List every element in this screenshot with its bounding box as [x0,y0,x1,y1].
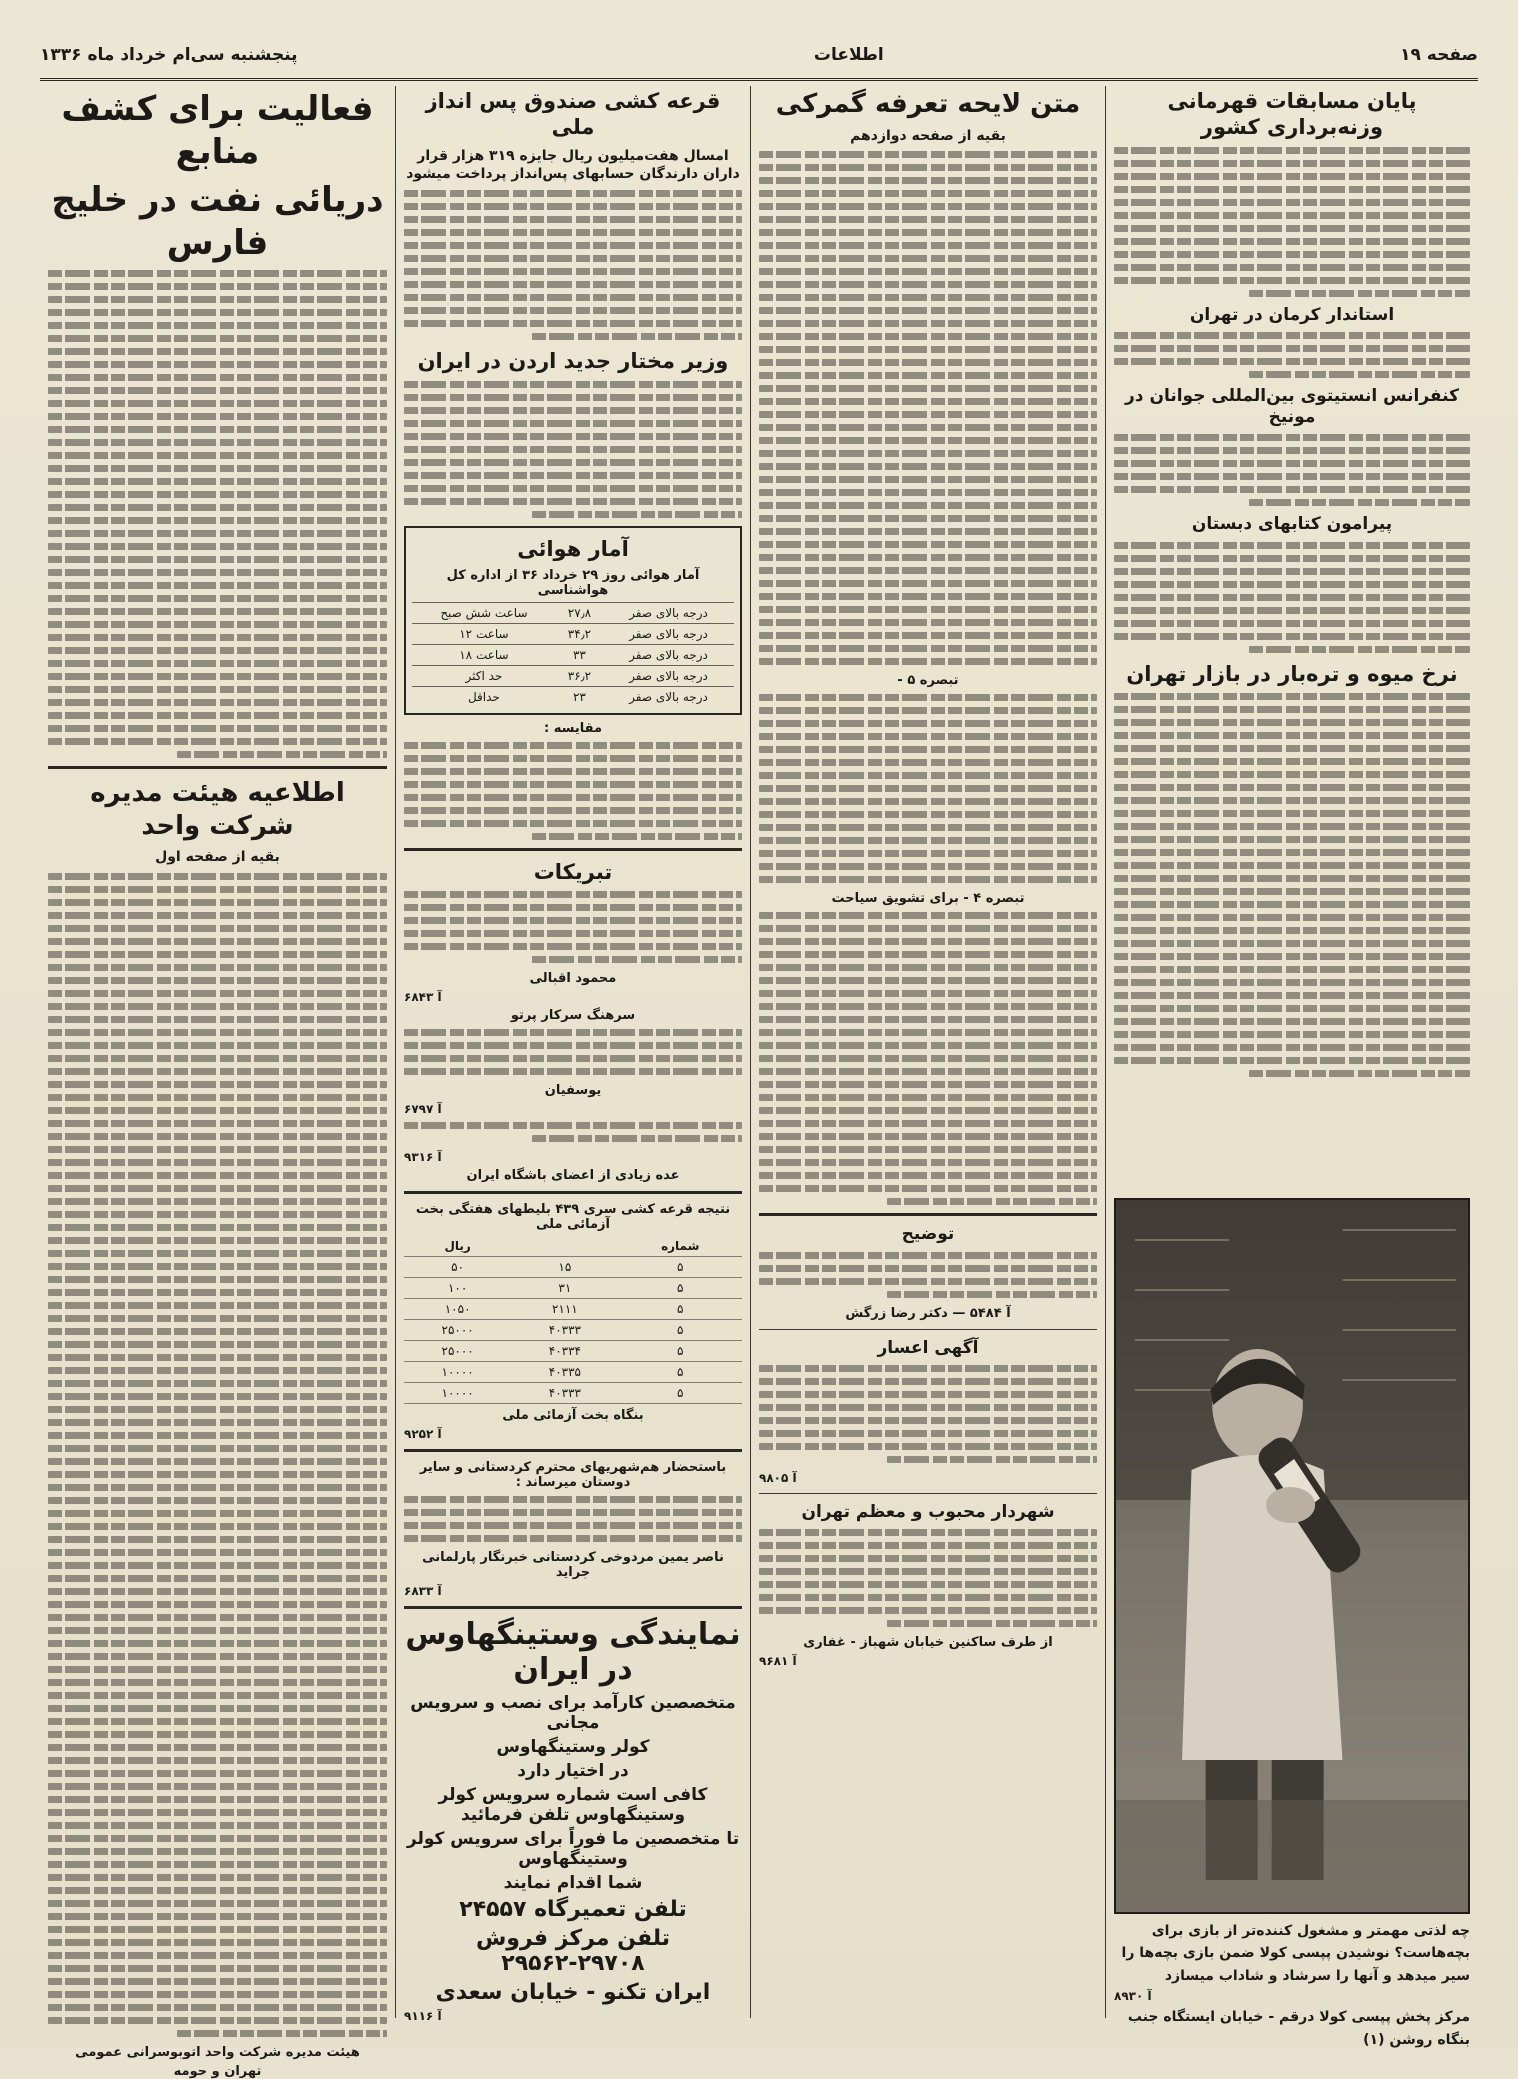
weightlifting-body [1114,147,1470,297]
lottery-cell: ۱۰۰ [404,1278,511,1299]
lottery-results-table [404,1236,742,1404]
lottery-cell: ۴۰۳۳۴ [511,1341,618,1362]
photo-caption [1114,1920,1470,2051]
columns [40,86,1478,2079]
weather-stats-cell: ساعت ۱۸ [412,644,556,665]
weather-stats-cell: درجه بالای صفر [603,665,734,686]
westinghouse-ad-line5: تا متخصصین ما فوراً برای سرویس کولر وستینگهاوس [406,1829,740,1870]
school-books-body [1114,542,1470,653]
savings-lottery-body [404,190,742,340]
westinghouse-ad-line6: شما اقدام نمایند [503,1873,643,1894]
photo-number: (۱) [1363,2031,1385,2048]
congratulations-code: آ ۶۸۴۳ [404,990,442,1005]
congratulations2-code: آ ۶۷۹۷ [404,1102,442,1117]
lottery-row [404,1383,742,1404]
weather-stats-row [412,686,734,707]
savings-lottery-headline: قرعه کشی صندوق پس انداز ملی [425,89,721,140]
caption-code: آ ۸۹۳۰ [1114,1989,1152,2004]
weather-stats-cell: درجه بالای صفر [603,623,734,644]
fruit-prices-body [1114,693,1470,1077]
weather-stats-box [404,526,742,715]
weather-stats-cell: حداقل [412,686,556,707]
lottery-results-title: نتیجه قرعه کشی سری ۴۳۹ بلیطهای هفتگی بخت آزمائی ملی [415,1202,731,1233]
caption-text: چه لذتی مهمتر و مشغول کننده‌تر از بازی برای بچه‌هاست؟ نوشیدن پپسی کولا ضمن بازی بچه‌ها را سیر میدهد و آنها را سرشاد و شاداب میسازد [1121,1923,1470,1984]
mayor-letter-body [759,1529,1097,1627]
westinghouse-ad-address: ایران تکنو - خیابان سعدی [435,1980,711,2006]
page-number: صفحه ۱۹ [1400,45,1478,65]
kurdistan-notice-title: باستحضار هم‌شهریهای محترم کردستانی و سایر دوستان میرساند : [419,1460,727,1491]
weather-stats-row [412,665,734,686]
weather-stats-row [412,602,734,623]
jordan-minister-headline: وزیر مختار جدید اردن در ایران [417,349,729,374]
weightlifting-headline: پایان مسابقات قهرمانی وزنه‌برداری کشور [1167,89,1417,140]
lottery-cell: ۳۱ [511,1278,618,1299]
lottery-results-code: آ ۹۲۵۲ [404,1427,442,1442]
lottery-cell: ۱۵ [511,1257,618,1278]
weather-stats-cell: درجه بالای صفر [603,602,734,623]
lottery-cell: ۴۰۳۳۳ [511,1383,618,1404]
kerman-governor-body [1114,332,1470,378]
note-4-body [759,912,1097,1205]
weather-comparison-body [404,742,742,840]
lottery-header-cell [511,1236,618,1257]
lottery-header-cell: ریال [404,1236,511,1257]
lottery-cell: ۱۰۵۰ [404,1299,511,1320]
customs-tariff-sub: بقیه از صفحه دوازدهم [850,127,1006,144]
lottery-cell: ۱۰۰۰۰ [404,1383,511,1404]
weather-stats-cell: ۳۴٫۲ [556,623,603,644]
bus-company-notice-body [48,873,387,2037]
insolvency-notice-body [759,1365,1097,1463]
congratulations-title: تبریکات [533,859,613,884]
kurdistan-notice-body [404,1496,742,1542]
photo-credit [1114,2006,1470,2051]
customs-tariff-headline: متن لایحه تعرفه گمرکی [775,89,1081,119]
congratulations2-sign: یوسفیان [544,1083,602,1099]
lottery-cell: ۲۱۱۱ [511,1299,618,1320]
lottery-cell: ۵ [618,1362,742,1383]
lottery-cell: ۵ [618,1257,742,1278]
oil-exploration-headline-2: دریائی نفت در خلیج فارس [51,180,384,263]
lottery-row [404,1257,742,1278]
congratulations-body [404,891,742,963]
congratulations2-body [404,1029,742,1075]
congratulations-sign: محمود اقبالی [529,971,617,987]
oil-exploration-body [48,270,387,758]
weather-stats-intro: آمار هوائی روز ۲۹ خرداد ۳۶ از اداره کل هواشناسی [446,567,700,598]
note-5-label: تبصره ۵ - [897,673,959,689]
westinghouse-ad-line3: در اختیار دارد [517,1761,629,1782]
lottery-cell: ۵۰ [404,1257,511,1278]
weather-stats-cell: ۲۷٫۸ [556,602,603,623]
weather-stats-cell: ۳۳ [556,644,603,665]
column-right [1105,86,1478,2048]
mayor-letter-code: آ ۹۶۸۱ [759,1654,797,1669]
lottery-row [404,1278,742,1299]
club-notice-body [404,1122,742,1142]
fruit-prices-headline: نرخ میوه و تره‌بار در بازار تهران [1126,661,1458,686]
lottery-cell: ۵ [618,1341,742,1362]
weather-stats-cell: ۳۶٫۲ [556,665,603,686]
kurdistan-notice-sign: ناصر یمین مردوخی کردستانی خبرنگار پارلمانی جراید [422,1550,724,1581]
bus-company-notice-sub: بقیه از صفحه اول [155,849,280,865]
bus-company-notice-headline: اطلاعیه هیئت مدیره شرکت واحد [90,778,345,841]
westinghouse-ad-phone-repair: تلفن تعمیرگاه ۲۴۵۵۷ [459,1897,687,1923]
weather-comparison-label: مقایسه : [543,720,602,736]
kurdistan-notice-code: آ ۶۸۳۳ [404,1584,442,1599]
weather-stats-cell: حد اکثر [412,665,556,686]
savings-lottery-sub: امسال هفت‌میلیون ریال جایزه ۳۱۹ هزار قرار داران دارندگان حسابهای پس‌انداز پرداخت میشود [406,147,740,183]
lottery-cell: ۱۰۰۰۰ [404,1362,511,1383]
congratulations2-title: سرهنگ سرکار پرتو [510,1008,636,1024]
clarification-sign: آ ۵۴۸۴ — دکتر رضا زرگش [845,1305,1011,1321]
weather-stats-cell: ۲۳ [556,686,603,707]
weather-stats-table [412,602,734,707]
school-books-headline: پیرامون کتابهای دبستان [1191,514,1393,535]
westinghouse-ad-title: نمایندگی وستینگهاوس در ایران [405,1617,741,1688]
lottery-cell: ۵ [618,1320,742,1341]
bus-company-sign-2: تهران و حومه [173,2063,262,2079]
westinghouse-ad-line4: کافی است شماره سرویس کولر وستینگهاوس تلفن فرمائید [438,1785,708,1826]
weather-stats-cell: ساعت ۱۲ [412,623,556,644]
lottery-row [404,1341,742,1362]
lottery-row [404,1362,742,1383]
note-5-body [759,694,1097,883]
column-center-right [750,86,1105,2018]
paper-name: اطلاعات [813,45,884,65]
insolvency-notice-title: آگهی اعسار [877,1337,979,1358]
lottery-results-foot: بنگاه بخت آزمائی ملی [502,1408,644,1424]
lottery-row [404,1320,742,1341]
westinghouse-ad-line1: متخصصین کارآمد برای نصب و سرویس مجانی [410,1693,736,1734]
weather-stats-row [412,623,734,644]
column-left [40,86,395,2079]
club-notice-code: آ ۹۳۱۶ [404,1150,442,1165]
munich-conference-body [1114,434,1470,506]
munich-conference-headline: کنفرانس انستیتوی بین‌المللی جوانان در مونیخ [1125,385,1459,427]
issue-date: پنجشنبه سی‌ام خرداد ماه ۱۳۳۶ [40,45,298,65]
note-4-label: تبصره ۴ - برای تشویق سیاحت [831,891,1025,907]
oil-exploration-headline-1: فعالیت برای کشف منابع [61,89,374,172]
clarification-body [759,1252,1097,1298]
lottery-cell: ۲۵۰۰۰ [404,1320,511,1341]
boy-drinking-photo [1116,1200,1468,1912]
lottery-cell: ۴۰۳۳۳ [511,1320,618,1341]
weather-stats-cell: درجه بالای صفر [603,686,734,707]
kerman-governor-headline: استاندار کرمان در تهران [1189,304,1395,325]
weather-stats-title: آمار هوائی [517,536,629,561]
westinghouse-ad [404,1617,742,2023]
jordan-minister-body [404,381,742,518]
customs-tariff-body [759,151,1097,665]
clarification-title: توضیح [901,1224,955,1245]
pepsi-boy-photo [1114,1198,1470,1914]
clarification-code: آ ۵۴۸۴ [969,1305,1011,1321]
lottery-cell: ۵ [618,1383,742,1404]
lottery-cell: ۴۰۳۳۵ [511,1362,618,1383]
weather-stats-row [412,644,734,665]
westinghouse-ad-code: آ ۹۱۱۶ [404,2009,442,2024]
westinghouse-ad-phone-sales: تلفن مرکز فروش ۲۹۷۰۸-۲۹۵۶۲ [475,1926,671,1977]
photo-credit-text: مرکز پخش پپسی کولا درقم - خیابان ایستگاه جنب بنگاه روشن [1127,2009,1470,2048]
lottery-row [404,1299,742,1320]
mayor-letter-sign: از طرف ساکنین خیابان شهباز - غفاری [803,1635,1053,1651]
lottery-cell: ۲۵۰۰۰ [404,1341,511,1362]
lottery-header-cell: شماره [618,1236,742,1257]
weather-stats-cell: ساعت شش صبح [412,602,556,623]
masthead [40,38,1478,81]
lottery-cell: ۵ [618,1278,742,1299]
mayor-letter-title: شهردار محبوب و معظم تهران [801,1501,1055,1522]
column-center-left [395,86,750,2024]
clarification-signer: دکتر رضا زرگش [845,1305,948,1321]
weather-stats-cell: درجه بالای صفر [603,644,734,665]
insolvency-notice-code: آ ۹۸۰۵ [759,1470,797,1485]
lottery-cell: ۵ [618,1299,742,1320]
westinghouse-ad-line2: کولر وستینگهاوس [496,1737,650,1758]
bus-company-sign-1: هیئت مدیره شرکت واحد اتوبوسرانی عمومی [75,2044,360,2060]
club-notice-line: عده زیادی از اعضای باشگاه ایران [466,1168,680,1184]
